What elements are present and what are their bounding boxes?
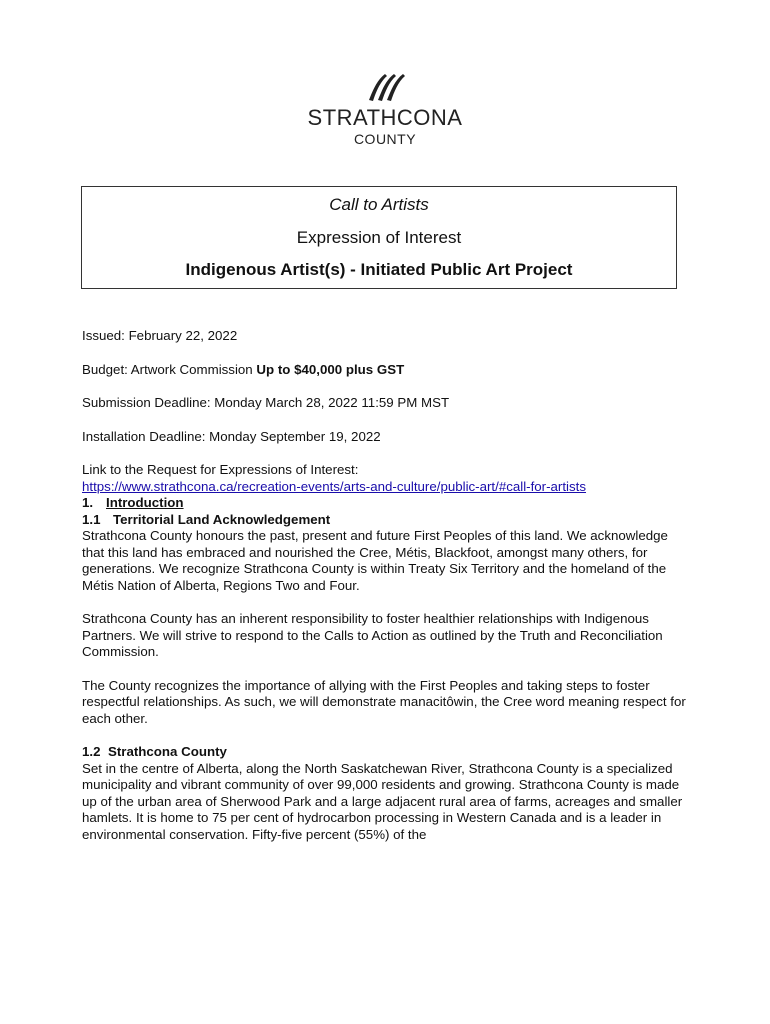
section-1-title: Introduction	[106, 495, 184, 510]
section-1-number: 1.	[82, 495, 94, 510]
county-description-paragraph: Set in the centre of Alberta, along the North Saskatchewan River, Strathcona County is a specialized municipality and vibrant community of over 99,000 residents and growing. Strathcona County is made up of the urban area of Sherwood Park and a large adjacent rural area of farms, acreages and smaller hamlets. It is home to 75 per cent of hydrocarbon processing in Western Canada and is a leader in environmental conservation. Fifty-five percent (55%) of the	[82, 760, 683, 842]
section-1-heading	[82, 495, 692, 512]
strathcona-county-logo	[0, 70, 770, 148]
budget-line	[82, 362, 692, 379]
title-box	[81, 186, 677, 289]
budget-amount: Up to $40,000 plus GST	[256, 361, 405, 377]
logo-sub: COUNTY	[353, 131, 417, 147]
land-acknowledgement-paragraph: Strathcona County honours the past, present and future First Peoples of this land. We acknowledge that this land has embraced and nourished the Cree, Métis, Blackfoot, amongst many others, for generations. We recognize Strathcona County is within Treaty Six Territory and the homeland of the Métis Nation of Alberta, Regions Two and Four.	[82, 528, 668, 593]
responsibility-paragraph: Strathcona County has an inherent responsibility to foster healthier relationships with Indigenous Partners. We will strive to respond to the Calls to Action as outlined by the Truth and Reconciliation Commission.	[82, 611, 663, 659]
budget-prefix: Budget: Artwork Commission	[82, 361, 257, 377]
section-1-1-title: Territorial Land Acknowledgement	[113, 511, 331, 527]
section-1-1-heading	[82, 512, 692, 529]
submission-deadline: Submission Deadline: Monday March 28, 2022 11:59 PM MST	[82, 395, 450, 410]
section-1-2-number: 1.2	[82, 744, 101, 759]
section-1-2-heading	[82, 744, 692, 761]
document-body	[82, 328, 692, 843]
call-to-artists-heading: Call to Artists	[329, 195, 429, 214]
logo-name: STRATHCONA	[307, 105, 463, 130]
respect-paragraph: The County recognizes the importance of allying with the First Peoples and taking steps to foster respectful relationships. As such, we will demonstrate manacitôwin, the Cree word meaning respect for each other.	[82, 677, 686, 726]
section-1-1-number: 1.1	[82, 511, 101, 527]
project-title: Indigenous Artist(s) - Initiated Public Art Project	[185, 260, 573, 279]
strathcona-logo-mark-icon	[363, 70, 407, 104]
issued-date: Issued: February 22, 2022	[82, 328, 238, 343]
installation-deadline: Installation Deadline: Monday September 19, 2022	[82, 428, 381, 444]
link-label: Link to the Request for Expressions of Interest:	[82, 462, 359, 477]
expression-of-interest-heading: Expression of Interest	[296, 228, 462, 247]
request-link[interactable]: https://www.strathcona.ca/recreation-events/arts-and-culture/public-art/#call-for-artists	[82, 478, 587, 494]
section-1-2-title: Strathcona County	[108, 744, 227, 759]
